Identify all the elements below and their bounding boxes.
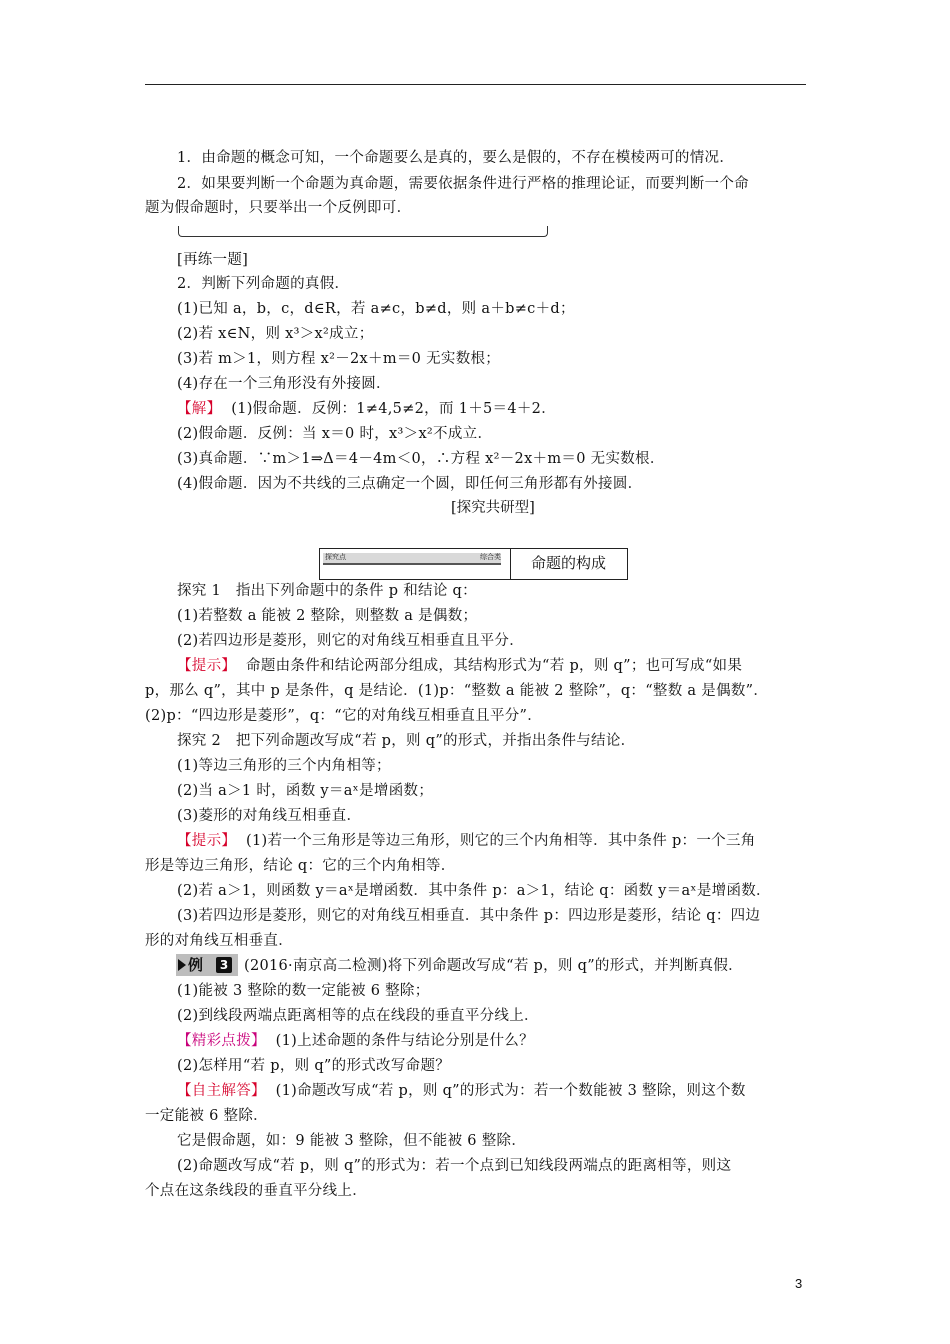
answer-line: 个点在这条线段的垂直平分线上． (145, 1183, 367, 1199)
answer-tag: 【自主解答】 (177, 1083, 266, 1099)
hint-tag: 【提示】 (177, 833, 237, 849)
practice-item: (2)若 x∈N，则 x³＞x²成立； (177, 326, 374, 342)
example-item: (2)到线段两端点距离相等的点在线段的垂直平分线上． (177, 1008, 539, 1024)
note-bracket (178, 226, 548, 237)
note-2b: 题为假命题时，只要举出一个反例即可． (145, 200, 412, 216)
practice-question: 2．判断下列命题的真假． (177, 276, 350, 292)
tip-tag: 【精彩点拨】 (177, 1033, 266, 1049)
practice-item: (1)已知 a，b，c，d∈R，若 a≠c，b≠d，则 a＋b≠c＋d； (177, 301, 575, 317)
practice-item: (4)存在一个三角形没有外接圆． (177, 376, 391, 392)
explore2-item: (1)等边三角形的三个内角相等； (177, 758, 391, 774)
topic-sub-label: 探究点 (325, 553, 346, 561)
solution-line: (4)假命题．因为不共线的三点确定一个圆，即任何三角形都有外接圆． (177, 476, 643, 492)
example-item: (1)能被 3 整除的数一定能被 6 整除； (177, 983, 430, 999)
topic-title: 命题的构成 (530, 554, 606, 572)
practice-item: (3)若 m＞1，则方程 x²－2x＋m＝0 无实数根； (177, 351, 501, 367)
tip-line: (2)怎样用“若 p，则 q”的形式改写命题？ (177, 1058, 451, 1074)
hint-tag: 【提示】 (177, 658, 237, 674)
answer-line: 一定能被 6 整除． (145, 1108, 268, 1124)
note-2a: 2．如果要判断一个命题为真命题，需要依据条件进行严格的推理论证，而要判断一个命 (177, 176, 749, 192)
explore1-hint-cont: (2)p：“四边形是菱形”，q：“它的对角线互相垂直且平分”． (145, 708, 543, 724)
header-rule (145, 84, 806, 85)
example-title: (2016·南京高二检测)将下列命题改写成“若 p，则 q”的形式，并判断真假． (244, 958, 743, 974)
tip-line (177, 1031, 534, 1051)
topic-category: 综合类 (480, 553, 501, 561)
solution-tag: 【解】 (177, 401, 222, 417)
topic-bar (323, 553, 501, 565)
explore2-hint-cont: (3)若四边形是菱形，则它的对角线互相垂直．其中条件 p：四边形是菱形，结论 q：四边 (177, 908, 761, 924)
explore2-item: (2)当 a＞1 时，函数 y＝aˣ是增函数； (177, 783, 434, 799)
example-number: 3 (216, 957, 232, 973)
answer-line (177, 1081, 746, 1101)
solution-line: (2)假命题．反例：当 x＝0 时，x³＞x²不成立． (177, 426, 493, 442)
explore1-hint (177, 656, 742, 676)
page-number: 3 (795, 1276, 803, 1291)
solution-text: (1)假命题．反例：1≠4,5≠2，而 1＋5＝4＋2． (231, 401, 556, 417)
topic-box (319, 548, 628, 580)
explore1-item: (1)若整数 a 能被 2 整除，则整数 a 是偶数； (177, 608, 478, 624)
explore2-hint-cont: (2)若 a＞1，则函数 y＝aˣ是增函数．其中条件 p：a＞1，结论 q：函数 y＝aˣ是增函数． (177, 883, 771, 899)
explore2-title: 探究 2 把下列命题改写成“若 p，则 q”的形式，并指出条件与结论． (177, 733, 636, 749)
practice-header: [再练一题] (177, 252, 249, 268)
solution-line: (3)真命题．∵m＞1⇒Δ＝4－4m＜0，∴方程 x²－2x＋m＝0 无实数根． (177, 451, 665, 467)
explore2-hint (177, 831, 756, 851)
explore1-hint-cont: p，那么 q”，其中 p 是条件，q 是结论．(1)p：“整数 a 能被 2 整除”，q：“整数 a 是偶数”． (145, 683, 769, 699)
answer-line: (2)命题改写成“若 p，则 q”的形式为：若一个点到已知线段两端点的距离相等，则这 (177, 1158, 732, 1174)
play-icon (178, 959, 186, 971)
note-1: 1．由命题的概念可知，一个命题要么是真的，要么是假的，不存在模棱两可的情况． (177, 150, 735, 166)
explore2-hint-cont: 形的对角线互相垂直． (145, 933, 293, 949)
answer-line: 它是假命题，如：9 能被 3 整除，但不能被 6 整除． (177, 1133, 527, 1149)
example-label: 例 (188, 956, 204, 974)
example-icon (176, 954, 238, 976)
answer-text: (1)命题改写成“若 p，则 q”的形式为：若一个数能被 3 整除，则这个数 (275, 1083, 746, 1099)
explore1-title: 探究 1 指出下列命题中的条件 p 和结论 q： (177, 583, 477, 599)
explore2-item: (3)菱形的对角线互相垂直． (177, 808, 362, 824)
section-header: [探究共研型] (451, 500, 535, 516)
topic-separator (510, 549, 511, 579)
tip-text: (1)上述命题的条件与结论分别是什么？ (275, 1033, 534, 1049)
explore2-hint-cont: 形是等边三角形，结论 q：它的三个内角相等． (145, 858, 456, 874)
hint-text: (1)若一个三角形是等边三角形，则它的三个内角相等．其中条件 p：一个三角 (246, 833, 756, 849)
hint-text: 命题由条件和结论两部分组成，其结构形式为“若 p，则 q”；也可写成“如果 (246, 658, 743, 674)
solution-line (177, 399, 556, 419)
explore1-item: (2)若四边形是菱形，则它的对角线互相垂直且平分． (177, 633, 525, 649)
